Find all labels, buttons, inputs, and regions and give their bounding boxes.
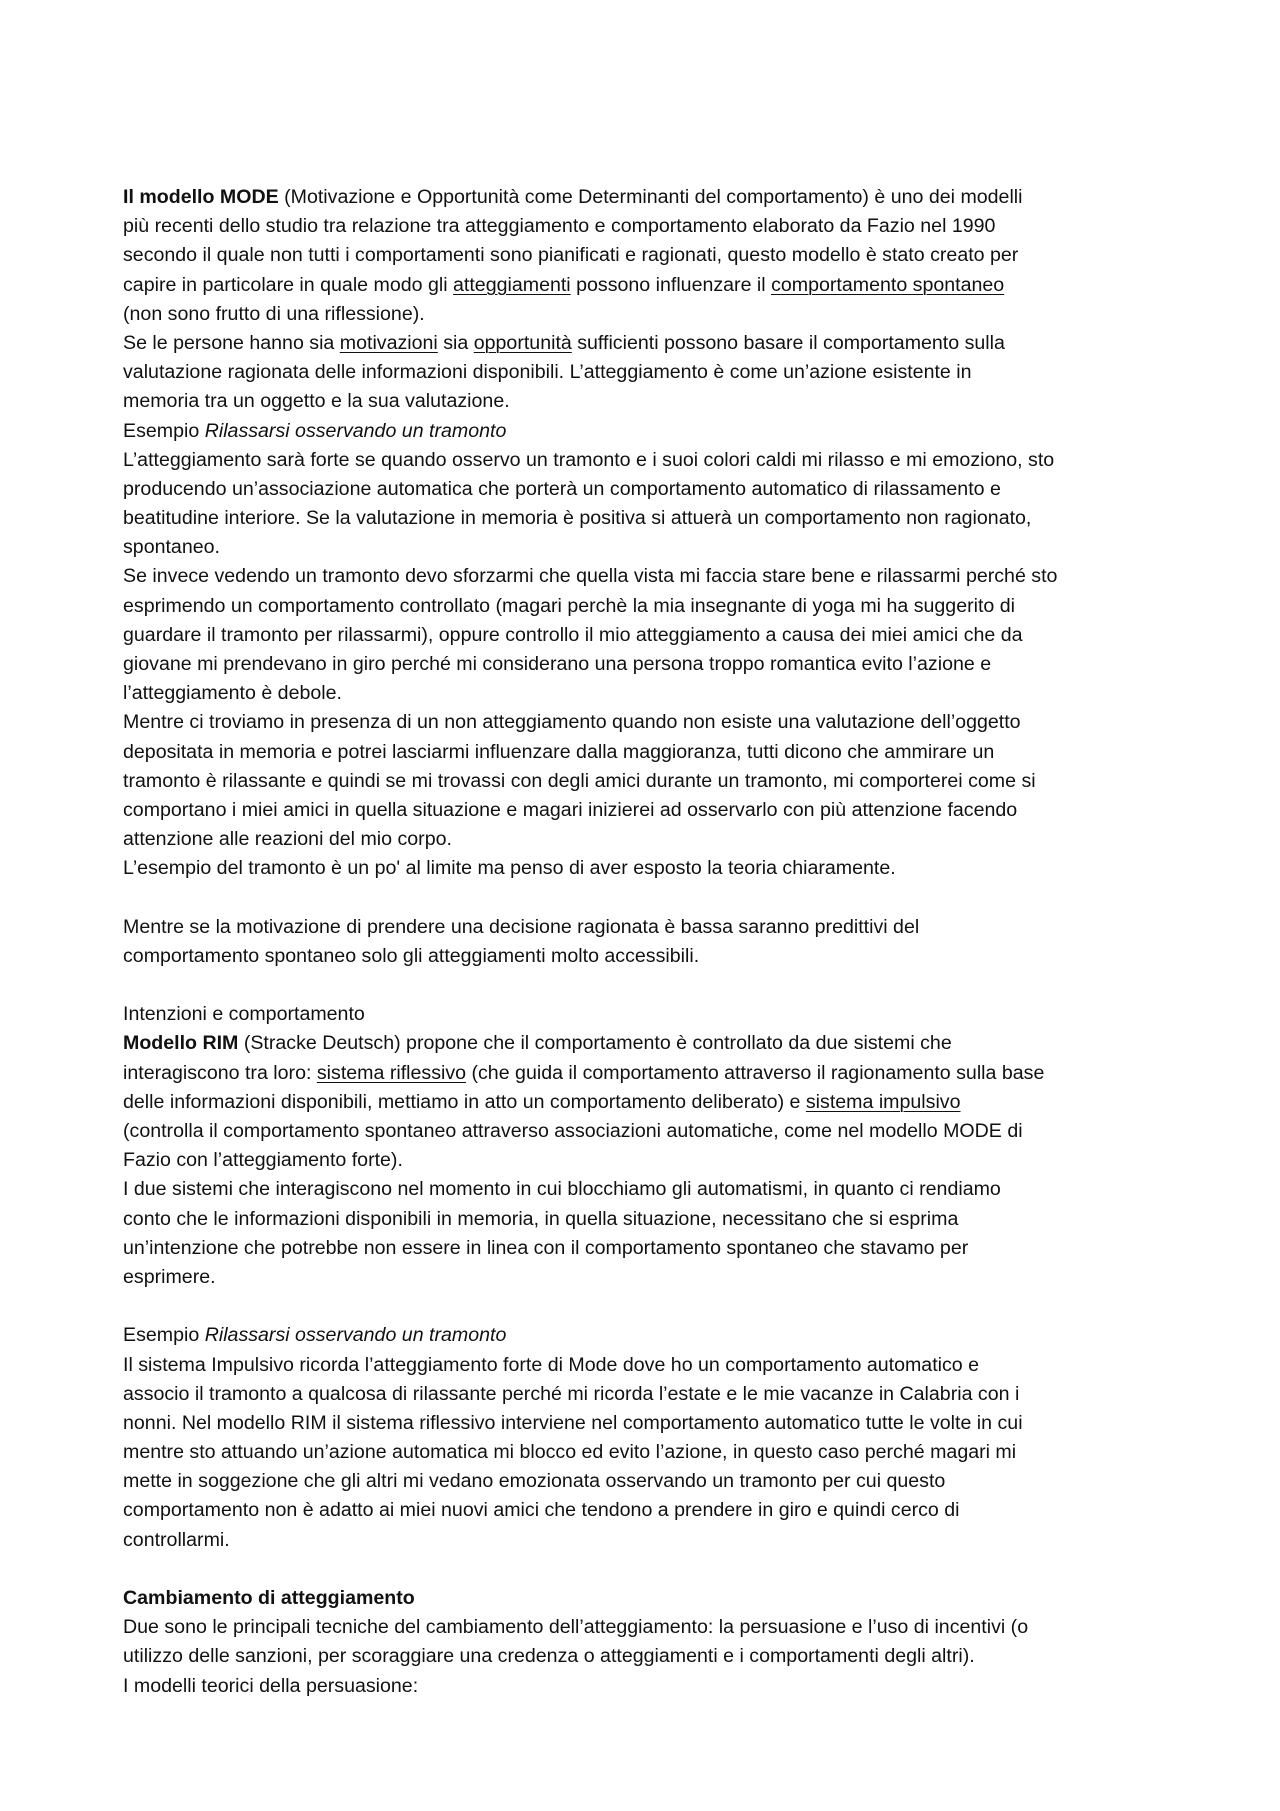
text-line: Il modello MODE (Motivazione e Opportunità come Determinanti del comportamento) è uno dei modelli xyxy=(123,186,1023,208)
text-line: comportamento spontaneo solo gli atteggiamenti molto accessibili. xyxy=(123,944,700,967)
text-line: Mentre se la motivazione di prendere una decisione ragionata è bassa saranno predittivi del xyxy=(123,915,920,938)
text-line: secondo il quale non tutti i comportamenti sono pianificati e ragionati, questo modello è stato creato per xyxy=(123,244,1019,267)
text-line: controllarmi. xyxy=(123,1528,230,1551)
underlined-term: motivazioni xyxy=(339,331,438,354)
underlined-term: atteggiamenti xyxy=(453,273,571,296)
text-line: guardare il tramonto per rilassarmi), oppure controllo il mio atteggiamento a causa dei miei amici che da xyxy=(123,623,1023,646)
text-line: L’esempio del tramonto è un po' al limite ma penso di aver esposto la teoria chiaramente. xyxy=(123,857,896,880)
section-heading: Intenzioni e comportamento xyxy=(123,1003,365,1026)
text-line: nonni. Nel modello RIM il sistema riflessivo interviene nel comportamento automatico tutte le volte in cui xyxy=(123,1411,1023,1434)
text-line: Mentre ci troviamo in presenza di un non atteggiamento quando non esiste una valutazione dell’oggetto xyxy=(123,711,1021,734)
blank-line xyxy=(123,1555,1163,1584)
text-line: Due sono le principali tecniche del cambiamento dell’atteggiamento: la persuasione e l’uso di incentivi (o xyxy=(123,1616,1029,1639)
italic-term: Rilassarsi osservando un tramonto xyxy=(204,419,507,442)
blank-line xyxy=(123,884,1163,913)
text-line: esprimendo un comportamento controllato (magari perchè la mia insegnante di yoga mi ha suggerito di xyxy=(123,594,1016,617)
text-line: valutazione ragionata delle informazioni disponibili. L’atteggiamento è come un’azione esistente in xyxy=(123,361,972,384)
bold-heading: Cambiamento di atteggiamento xyxy=(123,1587,415,1609)
text-line: associo il tramonto a qualcosa di rilassante perché mi ricorda l’estate e le mie vacanze in Calabria con i xyxy=(123,1382,1020,1405)
text-line: comportamento non è adatto ai miei nuovi amici che tendono a prendere in giro e quindi cerco di xyxy=(123,1499,960,1522)
blank-line xyxy=(123,1292,1163,1321)
text-line: memoria tra un oggetto e la sua valutazione. xyxy=(123,390,510,413)
text-line: mette in soggezione che gli altri mi vedano emozionata osservando un tramonto per cui questo xyxy=(123,1470,946,1493)
text-line: giovane mi prendevano in giro perché mi considerano una persona troppo romantica evito l’azione e xyxy=(123,653,992,675)
text-line: Se le persone hanno sia motivazioni sia opportunità sufficienti possono basare il comportamento sulla xyxy=(123,331,1005,354)
text-line: depositata in memoria e potrei lasciarmi influenzare dalla maggioranza, tutti dicono che ammirare un xyxy=(123,740,995,763)
text-line: L’atteggiamento sarà forte se quando osservo un tramonto e i suoi colori caldi mi rilasso e mi emoziono, sto xyxy=(123,448,1055,471)
text-line: mentre sto attuando un’azione automatica mi blocco ed evito l’azione, in questo caso perché magari mi xyxy=(123,1441,1017,1464)
text-line: Esempio Rilassarsi osservando un tramonto xyxy=(123,419,507,442)
text-line: più recenti dello studio tra relazione tra atteggiamento e comportamento elaborato da Fazio nel 1990 xyxy=(123,215,996,238)
bold-term: Il modello MODE xyxy=(123,186,279,208)
text-line: beatitudine interiore. Se la valutazione in memoria è positiva si attuerà un comportamento non ragionato, xyxy=(123,507,1032,530)
blank-line xyxy=(123,971,1163,1000)
text-line: utilizzo delle sanzioni, per scoraggiare una credenza o atteggiamenti e i comportamenti degli altri). xyxy=(123,1645,975,1668)
text-line: interagiscono tra loro: sistema riflessivo (che guida il comportamento attraverso il ragionamento sulla base xyxy=(123,1061,1045,1084)
text-line: spontaneo. xyxy=(123,536,220,559)
text-line: conto che le informazioni disponibili in memoria, in quella situazione, necessitano che si esprima xyxy=(123,1207,959,1230)
text-line: delle informazioni disponibili, mettiamo in atto un comportamento deliberato) e sistema impulsivo xyxy=(123,1090,961,1113)
italic-term: Rilassarsi osservando un tramonto xyxy=(204,1324,507,1347)
text-line: producendo un’associazione automatica che porterà un comportamento automatico di rilassamento e xyxy=(123,477,1001,500)
text-line: attenzione alle reazioni del mio corpo. xyxy=(123,828,452,851)
underlined-term: sistema riflessivo xyxy=(316,1061,467,1084)
text-line: tramonto è rilassante e quindi se mi trovassi con degli amici durante un tramonto, mi comporterei come si xyxy=(123,769,1036,792)
text-line: un’intenzione che potrebbe non essere in linea con il comportamento spontaneo che stavamo per xyxy=(123,1236,969,1259)
text-line: (controlla il comportamento spontaneo attraverso associazioni automatiche, come nel modello MODE di xyxy=(123,1120,1023,1142)
text-line: esprimere. xyxy=(123,1265,216,1288)
text-line: Se invece vedendo un tramonto devo sforzarmi che quella vista mi faccia stare bene e rilassarmi perché sto xyxy=(123,565,1058,588)
text-line: I modelli teorici della persuasione: xyxy=(123,1674,419,1697)
text-line: (non sono frutto di una riflessione). xyxy=(123,302,425,325)
text-line: comportano i miei amici in quella situazione e magari inizierei ad osservarlo con più attenzione facendo xyxy=(123,798,1018,821)
underlined-term: sistema impulsivo xyxy=(805,1090,961,1113)
text-line: Esempio Rilassarsi osservando un tramonto xyxy=(123,1324,507,1347)
text-line: I due sistemi che interagiscono nel momento in cui blocchiamo gli automatismi, in quanto ci rendiamo xyxy=(123,1178,1001,1201)
text-line: Il sistema Impulsivo ricorda l’atteggiamento forte di Mode dove ho un comportamento automatico e xyxy=(123,1353,980,1376)
section-heading xyxy=(123,1584,1163,1613)
text-line: capire in particolare in quale modo gli atteggiamenti possono influenzare il comportamento spontaneo xyxy=(123,273,1005,296)
bold-term: Modello RIM xyxy=(123,1032,239,1055)
document-body xyxy=(123,183,1163,1701)
text-line: l’atteggiamento è debole. xyxy=(123,682,342,705)
text-line: Modello RIM (Stracke Deutsch) propone che il comportamento è controllato da due sistemi che xyxy=(123,1032,952,1055)
underlined-term: opportunità xyxy=(473,331,572,354)
text-line: Fazio con l’atteggiamento forte). xyxy=(123,1149,403,1172)
underlined-term: comportamento spontaneo xyxy=(771,273,1005,296)
